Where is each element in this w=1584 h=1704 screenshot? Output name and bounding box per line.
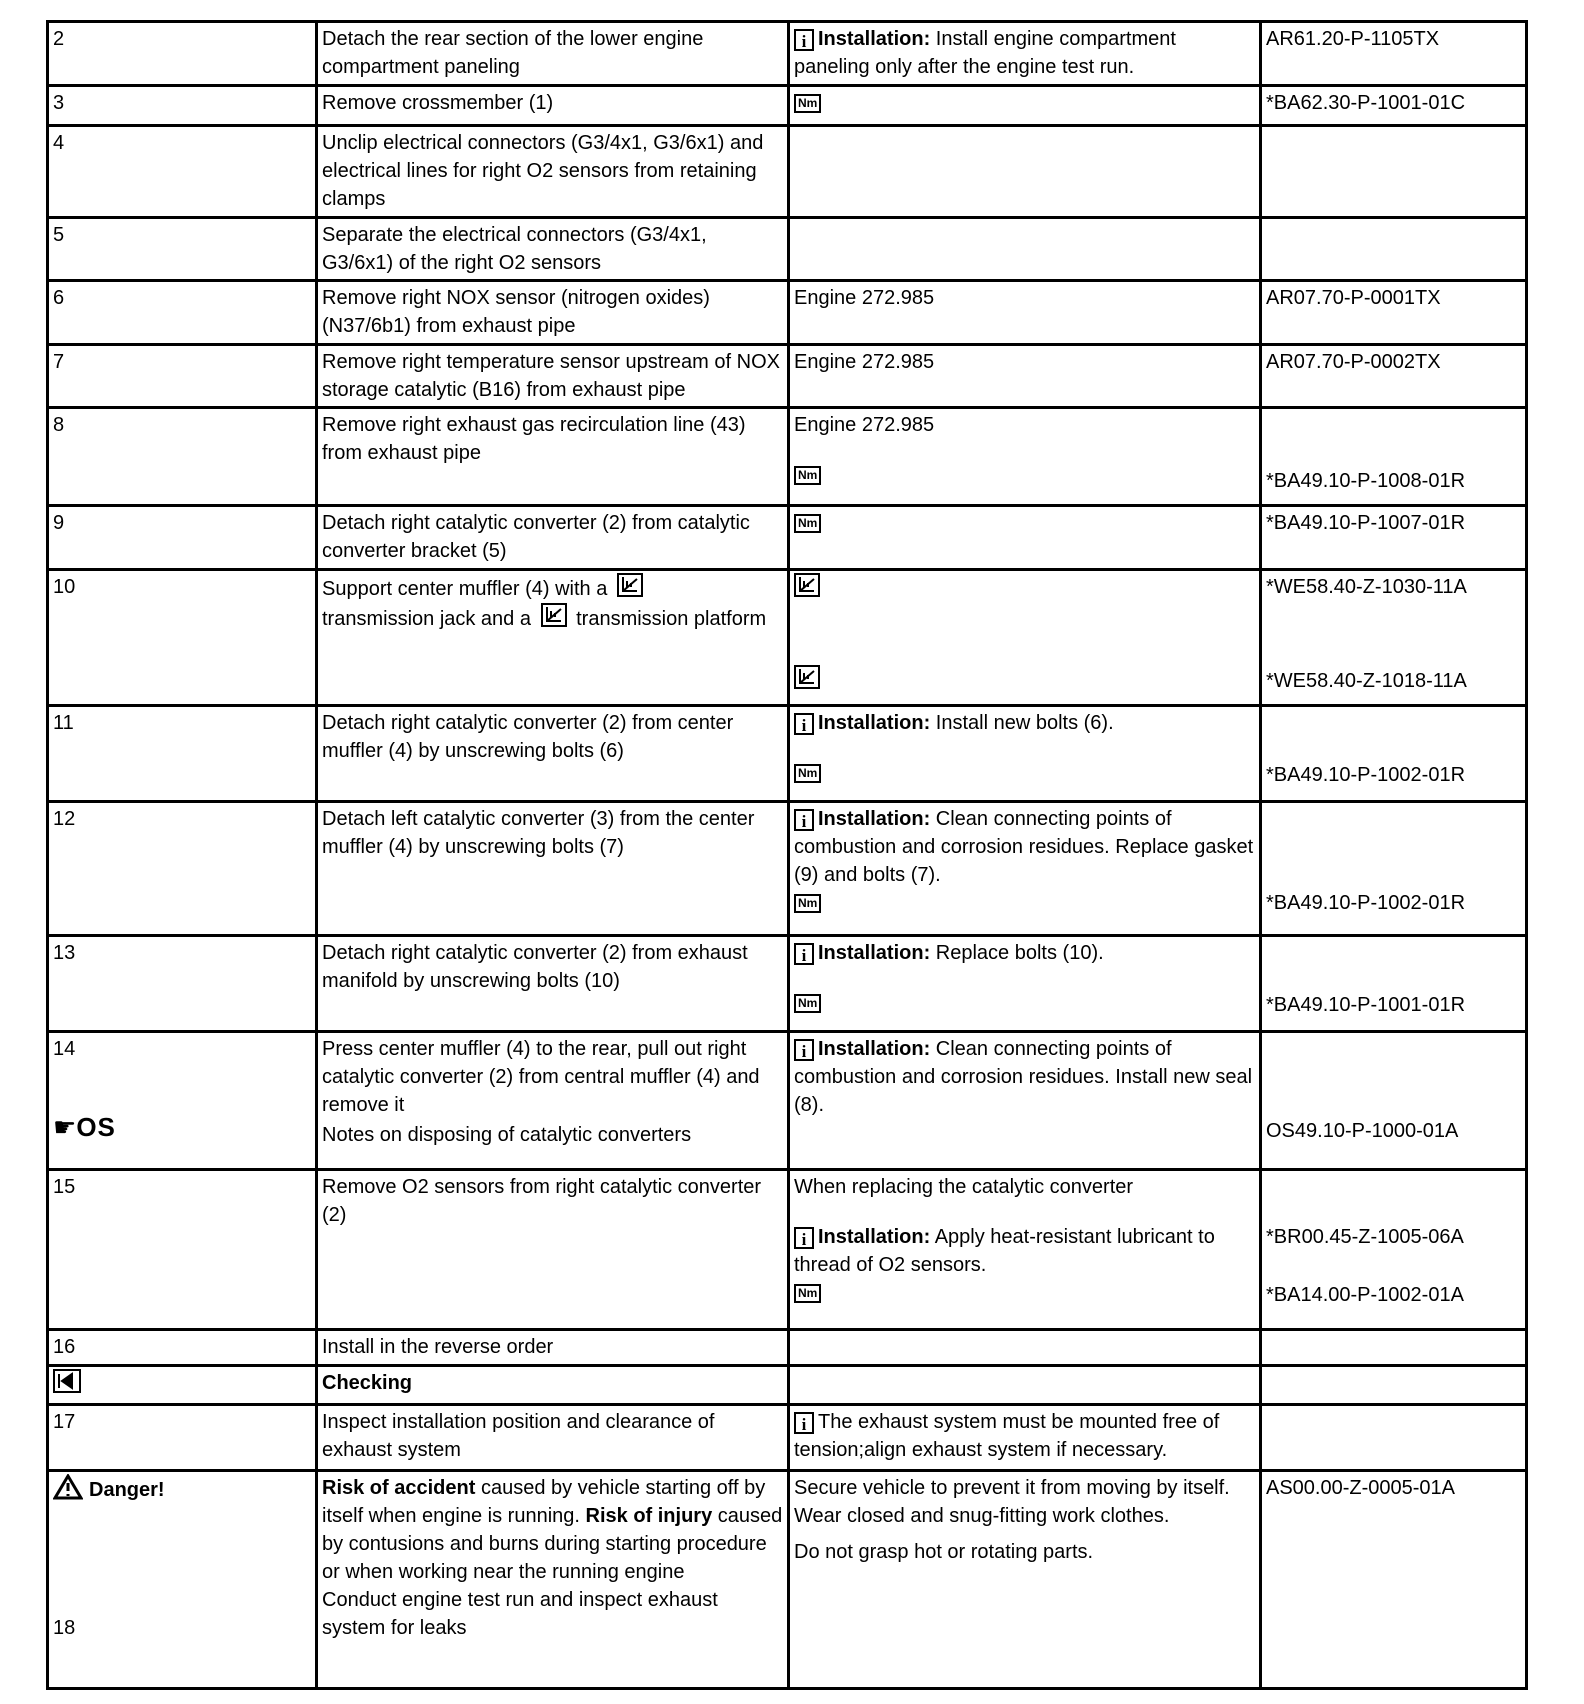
document-ref[interactable]: AR07.70-P-0002TX [1261,345,1527,408]
table-row [48,570,1527,706]
document-ref [1261,1032,1527,1170]
info-icon: i [794,713,814,735]
engine-note: Engine 272.985 [794,414,935,436]
step-note: Engine 272.985 [789,281,1261,345]
transmission-jack-icon[interactable] [794,573,820,597]
step-note [789,126,1261,218]
step-number: 2 [48,22,317,86]
installation-text: Replace bolts (10). [935,942,1104,964]
step-note [789,1405,1261,1471]
step-text: Detach left catalytic converter (3) from the center muffler (4) by unscrewing bolts (7) [317,802,789,936]
step-text: Inspect installation position and clearance of exhaust system [317,1405,789,1471]
document-ref [1261,126,1527,218]
document-ref-link[interactable]: OS49.10-P-1000-01A [1266,1120,1459,1142]
step-note [789,506,1261,570]
torque-icon[interactable]: Nm [794,514,821,533]
document-ref [1261,1366,1527,1405]
document-ref-link[interactable]: *BA14.00-P-1002-01A [1266,1284,1464,1306]
torque-icon[interactable]: Nm [794,1284,821,1303]
installation-label: Installation: [818,1038,931,1060]
safety-note: Do not grasp hot or rotating parts. [794,1541,1094,1563]
os-note[interactable] [53,1113,311,1144]
document-ref [1261,1170,1527,1330]
document-ref-link[interactable]: *BA49.10-P-1008-01R [1266,470,1466,492]
table-row [48,1170,1527,1330]
info-icon: i [794,29,814,51]
risk-label: Risk of injury [585,1505,713,1527]
step-note [789,86,1261,126]
step-number: 10 [48,570,317,706]
step-text: Separate the electrical connectors (G3/4x1, G3/6x1) of the right O2 sensors [317,218,789,281]
torque-icon[interactable]: Nm [794,94,821,113]
risk-description: caused by vehicle starting off by itself when engine is running. [322,1477,766,1527]
step-text: Remove crossmember (1) [317,86,789,126]
step-text-part: Press center muffler (4) to the rear, pull out right catalytic converter (2) from central muffler (4) and remove it [322,1038,760,1116]
torque-icon[interactable]: Nm [794,894,821,913]
step-note [789,936,1261,1032]
step-text-part: Conduct engine test run and inspect exhaust system for leaks [322,1589,718,1639]
table-row [48,22,1527,86]
torque-icon[interactable]: Nm [794,466,821,485]
torque-icon[interactable]: Nm [794,994,821,1013]
table-row [48,936,1527,1032]
step-note [789,22,1261,86]
step-note [789,1471,1261,1689]
step-text: Remove right NOX sensor (nitrogen oxides) (N37/6b1) from exhaust pipe [317,281,789,345]
info-icon: i [794,1039,814,1061]
safety-note: Wear closed and snug-fitting work clothes. [794,1505,1170,1527]
document-ref-link[interactable]: *WE58.40-Z-1018-11A [1266,670,1467,692]
table-row [48,1330,1527,1366]
transmission-jack-icon[interactable] [617,573,643,597]
info-icon: i [794,1412,814,1434]
table-row [48,126,1527,218]
document-ref[interactable]: AR61.20-P-1105TX [1261,22,1527,86]
table-row [48,86,1527,126]
step-text: Install in the reverse order [317,1330,789,1366]
installation-text: Clean connecting points of combustion and corrosion residues. Install new seal (8). [794,1038,1253,1116]
info-icon: i [794,809,814,831]
step-number: 13 [48,936,317,1032]
document-ref [1261,218,1527,281]
procedure-table [46,20,1528,1690]
step-number: 16 [48,1330,317,1366]
danger-label: Danger! [89,1479,165,1501]
table-row [48,1471,1527,1689]
step-text: Remove O2 sensors from right catalytic converter (2) [317,1170,789,1330]
step-note [789,570,1261,706]
step-note [789,802,1261,936]
step-text: Unclip electrical connectors (G3/4x1, G3/6x1) and electrical lines for right O2 sensors from retaining clamps [317,126,789,218]
step-number [48,1471,317,1689]
step-note [789,1032,1261,1170]
step-note: Engine 272.985 [789,345,1261,408]
warning-icon [53,1474,83,1500]
step-number-text: 18 [53,1617,76,1639]
table-row [48,1366,1527,1405]
step-note [789,1366,1261,1405]
step-number: 3 [48,86,317,126]
step-note [789,408,1261,506]
step-number: 8 [48,408,317,506]
installation-label: Installation: [818,712,931,734]
step-text: Detach right catalytic converter (2) from center muffler (4) by unscrewing bolts (6) [317,706,789,802]
table-row [48,1405,1527,1471]
safety-note: Secure vehicle to prevent it from moving by itself. [794,1477,1230,1499]
step-number: 17 [48,1405,317,1471]
step-text-part: transmission jack and a [322,608,531,630]
risk-text [322,1474,783,1586]
document-ref-link[interactable]: *BR00.45-Z-1005-06A [1266,1226,1464,1248]
step-text [317,1471,789,1689]
step-note [789,1170,1261,1330]
os-label: OS [76,1112,116,1142]
table-row [48,1032,1527,1170]
installation-text: Install engine compartment paneling only after the engine test run. [794,28,1176,78]
document-ref[interactable]: *BA49.10-P-1007-01R [1261,506,1527,570]
installation-label: Installation: [818,1226,931,1248]
step-number: 4 [48,126,317,218]
step-number-text: 14 [53,1038,76,1060]
table-row [48,706,1527,802]
step-number: 9 [48,506,317,570]
document-ref-link[interactable]: *WE58.40-Z-1030-11A [1266,576,1467,598]
document-ref[interactable]: *BA62.30-P-1001-01C [1261,86,1527,126]
installation-label: Installation: [818,808,931,830]
document-ref [1261,706,1527,802]
installation-label: Installation: [818,942,931,964]
step-note [789,1330,1261,1366]
table-row [48,345,1527,408]
step-number: 15 [48,1170,317,1330]
table-row [48,506,1527,570]
document-ref [1261,802,1527,936]
document-ref [1261,1405,1527,1471]
step-text-part: Support center muffler (4) with a [322,578,608,600]
info-icon: i [794,1227,814,1249]
installation-text: Apply heat-resistant lubricant to thread of O2 sensors. [794,1226,1215,1276]
step-text: Remove right exhaust gas recirculation line (43) from exhaust pipe [317,408,789,506]
document-ref [1261,408,1527,506]
installation-text: Install new bolts (6). [935,712,1114,734]
step-number: 6 [48,281,317,345]
checking-icon [53,1369,81,1393]
document-ref[interactable]: AR07.70-P-0001TX [1261,281,1527,345]
step-note [789,218,1261,281]
step-number: 5 [48,218,317,281]
disposal-note: Notes on disposing of catalytic converters [322,1124,692,1146]
transmission-platform-icon[interactable] [794,665,820,689]
checking-icon-cell [48,1366,317,1405]
step-text: Detach right catalytic converter (2) from exhaust manifold by unscrewing bolts (10) [317,936,789,1032]
pointing-hand-icon: ☛ [53,1112,77,1142]
step-text: Detach right catalytic converter (2) from catalytic converter bracket (5) [317,506,789,570]
replacement-note: When replacing the catalytic converter [794,1176,1134,1198]
document-ref [1261,570,1527,706]
risk-description: caused by contusions and burns during starting procedure or when working near the running engine [322,1505,783,1583]
step-text [317,1032,789,1170]
step-number [48,1032,317,1170]
document-ref [1261,936,1527,1032]
step-number: 7 [48,345,317,408]
table-row [48,218,1527,281]
step-text-part: transmission platform [576,608,767,630]
document-ref[interactable]: AS00.00-Z-0005-01A [1261,1471,1527,1689]
tension-note: The exhaust system must be mounted free of tension;align exhaust system if necessary. [794,1411,1220,1461]
installation-text: Clean connecting points of combustion and corrosion residues. Replace gasket (9) and bolts (7). [794,808,1254,886]
document-ref-link[interactable]: *BA49.10-P-1001-01R [1266,994,1466,1016]
table-row [48,281,1527,345]
document-ref-link[interactable]: *BA49.10-P-1002-01R [1266,892,1466,914]
table-row [48,802,1527,936]
step-text [317,570,789,706]
installation-label: Installation: [818,28,931,50]
danger-warning [53,1474,311,1504]
document-ref [1261,1330,1527,1366]
step-number: 12 [48,802,317,936]
step-text: Detach the rear section of the lower engine compartment paneling [317,22,789,86]
step-number: 11 [48,706,317,802]
section-heading: Checking [317,1366,789,1405]
step-text: Remove right temperature sensor upstream of NOX storage catalytic (B16) from exhaust pipe [317,345,789,408]
risk-label: Risk of accident [322,1477,476,1499]
info-icon: i [794,943,814,965]
step-note [789,706,1261,802]
document-ref-link[interactable]: *BA49.10-P-1002-01R [1266,764,1466,786]
torque-icon[interactable]: Nm [794,764,821,783]
table-row [48,408,1527,506]
transmission-platform-icon[interactable] [541,603,567,627]
